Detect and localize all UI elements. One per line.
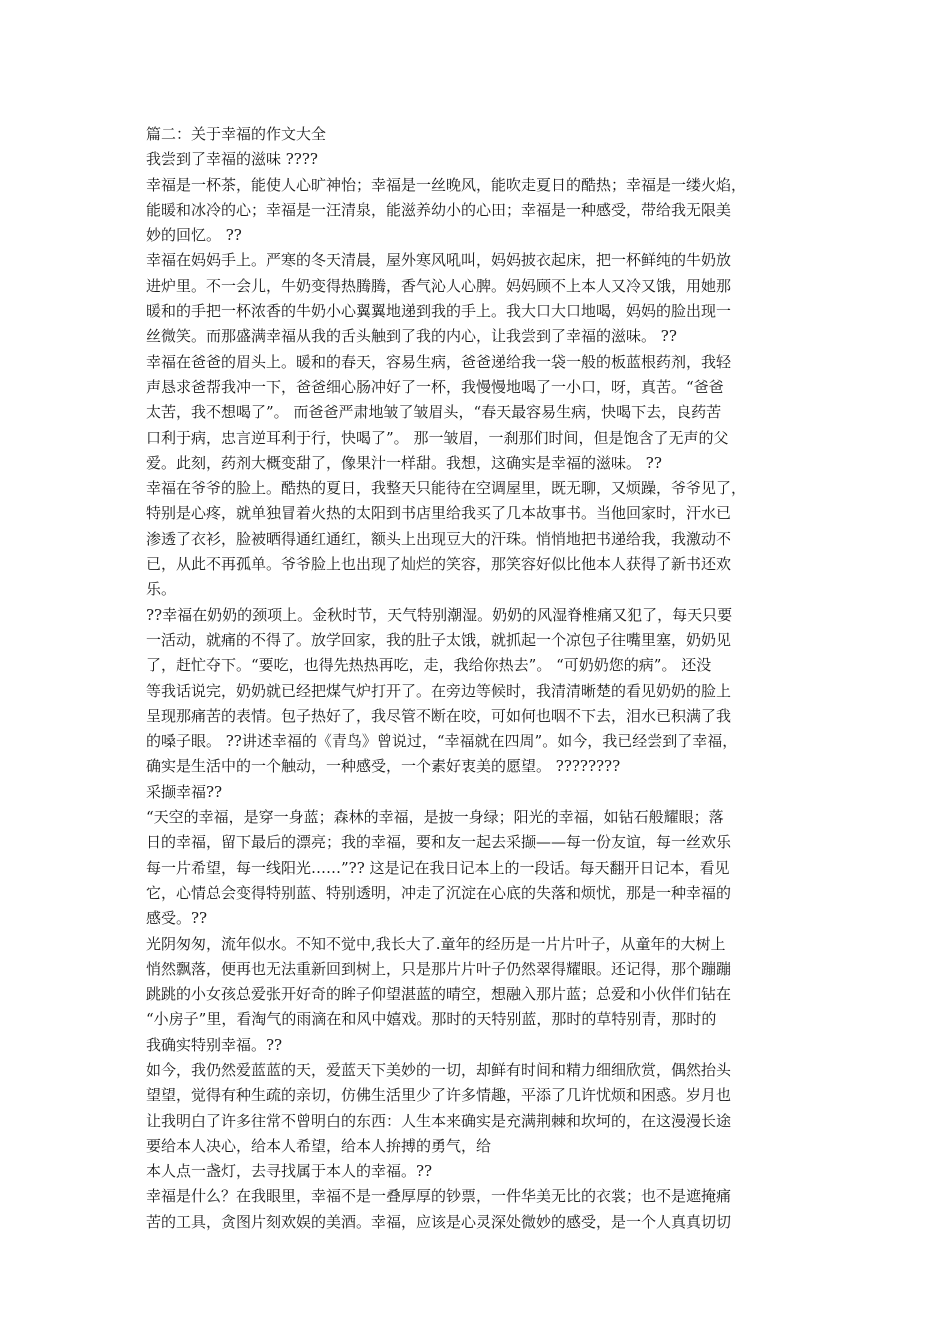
text-line: 幸福是什么？在我眼里，幸福不是一叠厚厚的钞票，一件华美无比的衣裳；也不是遮掩痛 — [146, 1187, 732, 1206]
text-line: 采撷幸福?? — [146, 782, 223, 801]
text-line: 爱。此刻，药剂大概变甜了，像果汁一样甜。我想，这确实是幸福的滋味。 ?? — [146, 453, 662, 472]
text-line: 日的幸福，留下最后的漂亮；我的幸福，要和友一起去采撷——每一份友谊，每一丝欢乐 — [146, 833, 732, 852]
text-line: 特别是心疼，就单独冒着火热的太阳到书店里给我买了几本故事书。当他回家时，汗水已 — [146, 504, 732, 523]
text-line: 苦的工具，贪图片刻欢娱的美酒。幸福，应该是心灵深处微妙的感受，是一个人真真切切 — [146, 1212, 732, 1231]
text-line: 暖和的手把一杯浓香的牛奶小心翼翼地递到我的手上。我大口大口地喝，妈妈的脸出现一 — [146, 302, 732, 321]
text-line: 太苦，我不想喝了”。 而爸爸严肃地皱了皱眉头，“春天最容易生病，快喝下去，良药苦 — [146, 403, 722, 422]
text-line: 的嗓子眼。 ??讲述幸福的《青鸟》曾说过，“幸福就在四周”。如今，我已经尝到了幸福， — [146, 732, 738, 751]
text-line: 感受。?? — [146, 909, 208, 928]
text-line: 一活动，就痛的不得了。放学回家，我的肚子太饿，就抓起一个凉包子往嘴里塞，奶奶见 — [146, 630, 732, 649]
essay-text — [146, 173, 811, 1235]
text-line: 要给本人决心，给本人希望，给本人拚搏的勇气，给 — [146, 1136, 492, 1155]
text-line: 望望，觉得有种生疏的亲切，仿佛生活里少了许多情趣，平添了几许忧烦和困惑。岁月也 — [146, 1086, 732, 1105]
text-line: 渗透了衣衫，脸被晒得通红通红，额头上出现豆大的汗珠。悄悄地把书递给我，我激动不 — [146, 529, 732, 548]
text-line: 丝微笑。而那盛满幸福从我的舌头触到了我的内心，让我尝到了幸福的滋味。 ?? — [146, 327, 677, 346]
text-line: 跳跳的小女孩总爱张开好奇的眸子仰望湛蓝的晴空，想融入那片蓝；总爱和小伙伴们钻在 — [146, 985, 732, 1004]
text-line: 声恳求爸帮我冲一下，爸爸细心肠冲好了一杯，我慢慢地喝了一小口，呀，真苦。“爸爸 — [146, 377, 724, 396]
text-line: 悄然飘落，便再也无法重新回到树上，只是那片片叶子仍然翠得耀眼。还记得，那个蹦蹦 — [146, 959, 732, 978]
text-line: “小房子”里，看淘气的雨滴在和风中嬉戏。那时的天特别蓝，那时的草特别青，那时的 — [146, 1010, 717, 1029]
document-body — [146, 122, 811, 1235]
text-line: 让我明白了许多往常不曾明白的东西：人生本来确实是充满荆棘和坎坷的，在这漫漫长途 — [146, 1111, 732, 1130]
text-line: 幸福在爸爸的眉头上。暖和的春天，容易生病，爸爸递给我一袋一般的板蓝根药剂，我轻 — [146, 352, 732, 371]
text-line: 能暖和冰冷的心；幸福是一汪清泉，能滋养幼小的心田；幸福是一种感受，带给我无限美 — [146, 200, 732, 219]
text-line: 妙的回忆。 ?? — [146, 226, 242, 245]
text-line: 光阴匆匆，流年似水。不知不觉中,我长大了.童年的经历是一片片叶子，从童年的大树上 — [146, 934, 726, 953]
text-line: 已，从此不再孤单。爷爷脸上也出现了灿烂的笑容，那笑容好似比他本人获得了新书还欢 — [146, 555, 732, 574]
text-line: 它，心情总会变得特别蓝、特别透明，冲走了沉淀在心底的失落和烦忧，那是一种幸福的 — [146, 883, 732, 902]
text-line: 口利于病，忠言逆耳利于行，快喝了”。 那一皱眉，一刹那们时间，但是饱含了无声的父 — [146, 428, 729, 447]
text-line: 如今，我仍然爱蓝蓝的天，爱蓝天下美妙的一切，却鲜有时间和精力细细欣赏，偶然抬头 — [146, 1060, 732, 1079]
document-title: 篇二：关于幸福的作文大全 — [146, 125, 327, 143]
text-line: 幸福在爷爷的脸上。酷热的夏日，我整天只能待在空调屋里，既无聊，又烦躁，爷爷见了， — [146, 479, 747, 498]
essay-title: 我尝到了幸福的滋味 ???? — [146, 150, 318, 169]
text-line: 呈现那痛苦的表情。包子热好了，我尽管不断在咬，可如何也咽不下去，泪水已积满了我 — [146, 706, 732, 725]
text-line: 每一片希望，每一线阳光……”?? 这是记在我日记本上的一段话。每天翻开日记本，看见 — [146, 858, 730, 877]
text-line: 幸福在妈妈手上。严寒的冬天清晨，屋外寒风吼叫，妈妈披衣起床，把一杯鲜纯的牛奶放 — [146, 251, 732, 270]
text-line: 等我话说完，奶奶就已经把煤气炉打开了。在旁边等候时，我清清晰楚的看见奶奶的脸上 — [146, 681, 732, 700]
text-line: 幸福是一杯茶，能使人心旷神怡；幸福是一丝晚风，能吹走夏日的酷热；幸福是一缕火焰， — [146, 175, 747, 194]
text-line: 本人点一盏灯，去寻找属于本人的幸福。?? — [146, 1162, 433, 1181]
text-line: 确实是生活中的一个触动，一种感受，一个素好衷美的愿望。 ???????? — [146, 757, 621, 776]
text-line: 乐。 — [146, 580, 177, 599]
text-line: 进炉里。不一会儿，牛奶变得热腾腾，香气沁人心脾。妈妈顾不上本人又冷又饿，用她那 — [146, 276, 732, 295]
text-line: 我确实特别幸福。?? — [146, 1035, 283, 1054]
text-line: 了，赶忙夺下。“要吃，也得先热热再吃，走，我给你热去”。 “可奶奶您的病”。 还没 — [146, 656, 712, 675]
text-line: “天空的幸福，是穿一身蓝；森林的幸福，是披一身绿；阳光的幸福，如钻石般耀眼；落 — [146, 808, 724, 827]
text-line: ??幸福在奶奶的颈项上。金秋时节，天气特别潮湿。奶奶的风湿脊椎痛又犯了，每天只要 — [146, 605, 733, 624]
